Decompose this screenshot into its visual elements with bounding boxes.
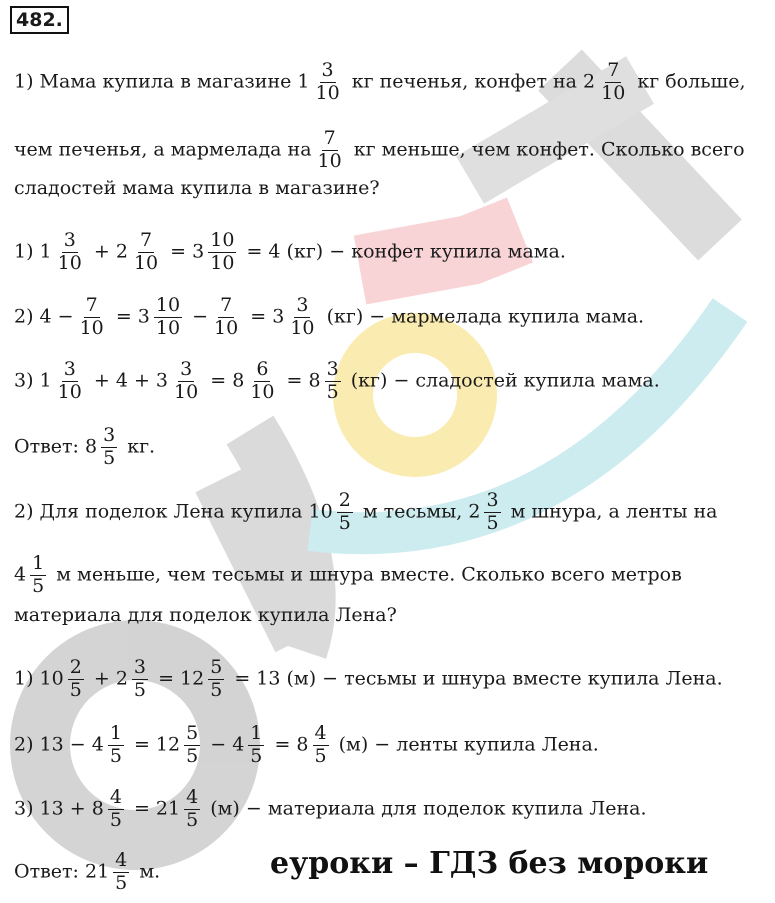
sol1-step1: 1) 1 $\frac{3}{10}$ + 2 $\frac{7}{10}$ = 3 $\frac{10}{10}$ = 4 (кг) − конфет купила мама.: [14, 229, 566, 274]
task1-line3: сладостей мама купила в магазине?: [14, 177, 380, 199]
footer-slogan: еуроки – ГДЗ без мороки: [270, 846, 709, 881]
sol1-step3: 3) 1 $\frac{3}{10}$ + 4 + 3 $\frac{3}{10}$ = 8 $\frac{6}{10}$ = 8 $\frac{3}{5}$ (кг) − сладостей купила мама.: [14, 358, 660, 403]
sol2-answer: Ответ: 21 $\frac{4}{5}$ м.: [14, 849, 161, 894]
fraction: $\frac{7}{10}$: [317, 127, 342, 172]
sol2-step2: 2) 13 − 4 $\frac{1}{5}$ = 12 $\frac{5}{5}$ − 4 $\frac{1}{5}$ = 8 $\frac{4}{5}$ (м) − ленты купила Лена.: [14, 722, 599, 767]
task2-line2: 4 $\frac{1}{5}$ м меньше, чем тесьмы и шнура вместе. Сколько всего метров: [14, 552, 682, 597]
task1-line1: 1) Мама купила в магазине 1 $\frac{3}{10}$ кг печенья, конфет на 2 $\frac{7}{10}$ кг больше,: [14, 59, 746, 104]
sol1-step2: 2) 4 − $\frac{7}{10}$ = 3 $\frac{10}{10}$ − $\frac{7}{10}$ = 3 $\frac{3}{10}$ (кг) − мармелада купила мама.: [14, 294, 645, 339]
sol1-answer: Ответ: 8 $\frac{3}{5}$ кг.: [14, 424, 156, 469]
fraction: $\frac{3}{10}$: [315, 59, 340, 104]
sol2-step3: 3) 13 + 8 $\frac{4}{5}$ = 21 $\frac{4}{5}$ (м) − материала для поделок купила Лена.: [14, 786, 647, 831]
task-number: 482.: [10, 6, 69, 34]
task2-line3: материала для поделок купила Лена?: [14, 604, 397, 626]
task2-line1: 2) Для поделок Лена купила 10 $\frac{2}{5}$ м тесьмы, 2 $\frac{3}{5}$ м шнура, а ленты на: [14, 489, 718, 534]
task1-line2: чем печенья, а мармелада на $\frac{7}{10}$ кг меньше, чем конфет. Сколько всего: [14, 127, 745, 172]
sol2-step1: 1) 10 $\frac{2}{5}$ + 2 $\frac{3}{5}$ = 12 $\frac{5}{5}$ = 13 (м) − тесьмы и шнура вместе купила Лена.: [14, 656, 723, 701]
fraction: $\frac{7}{10}$: [601, 59, 626, 104]
